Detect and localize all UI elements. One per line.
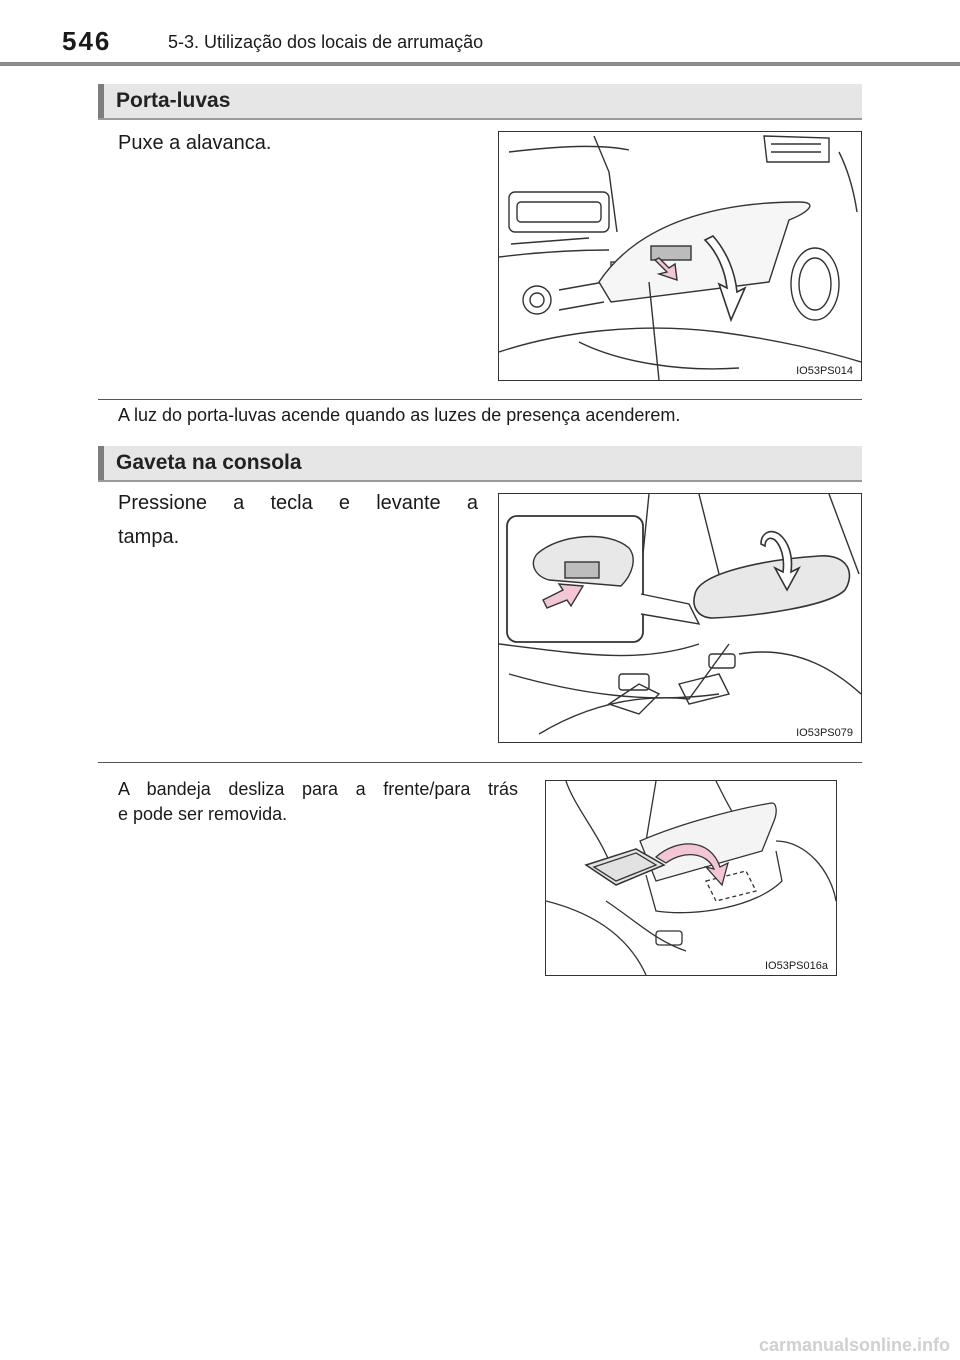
tray-illustration <box>545 780 837 976</box>
tray-note-line2: e pode ser removida. <box>118 804 288 824</box>
section-heading-console <box>98 446 862 482</box>
glovebox-note: A luz do porta-luvas acende quando as luzes de presença acenderem. <box>118 405 681 425</box>
glovebox-instruction: Puxe a alavanca. <box>118 132 272 154</box>
header-title: 5-3. Utilização dos locais de arrumação <box>168 32 484 52</box>
console-figure-code: IO53PS079 <box>796 727 853 739</box>
tray-note-line1: A bandeja desliza para a frente/para trás <box>118 779 518 799</box>
section-heading-glovebox-label: Porta-luvas <box>116 89 231 112</box>
footer-watermark: carmanualsonline.info <box>758 1335 950 1355</box>
console-instruction-line1: Pressione a tecla e levante a <box>118 492 478 514</box>
console-instruction-line2: tampa. <box>118 526 180 548</box>
header-rule <box>0 62 960 66</box>
section-rule-2 <box>98 762 862 763</box>
glovebox-illustration <box>498 131 862 381</box>
section-heading-console-label: Gaveta na consola <box>116 451 302 474</box>
section-rule-1 <box>98 399 862 400</box>
tray-figure-code: IO53PS016a <box>765 960 828 972</box>
section-heading-glovebox <box>98 84 862 120</box>
glovebox-figure-code: IO53PS014 <box>796 365 853 377</box>
page-number: 546 <box>62 26 112 56</box>
console-illustration <box>498 493 862 743</box>
